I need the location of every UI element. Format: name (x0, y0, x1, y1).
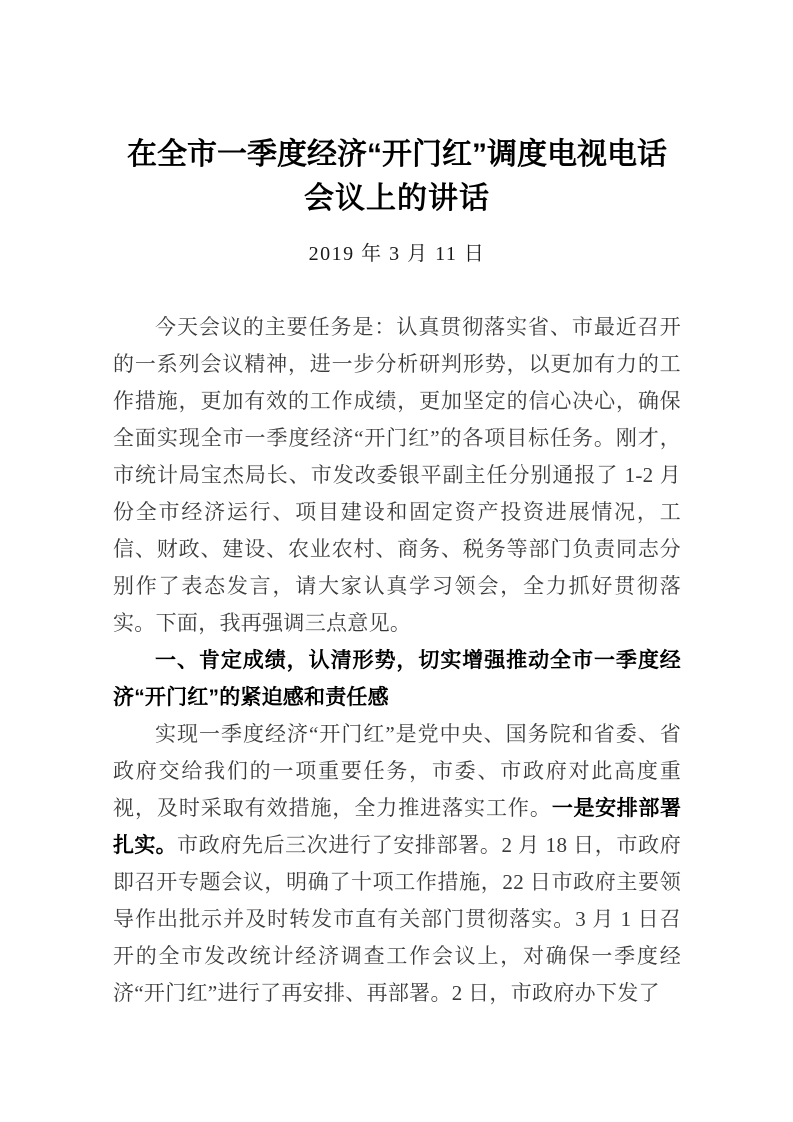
section-heading-1: 一、肯定成绩，认清形势，切实增强推动全市一季度经济“开门红”的紧迫感和责任感 (113, 649, 681, 709)
page-content (113, 0, 681, 1012)
paragraph-section-1-body (113, 716, 681, 1012)
paragraph-intro: 今天会议的主要任务是：认真贯彻落实省、市最近召开的一系列会议精神，进一步分析研判形势，以更加有力的工作措施，更加有效的工作成绩，更加坚定的信心决心，确保全面实现全市一季度经济“开门红”的各项目标任务。刚才，市统计局宝杰局长、市发改委银平副主任分别通报了 1-2 月份全市经济运行、项目建设和固定资产投资进展情况，工信、财政、建设、农业农村、商务、税务等部门负责同志分别作了表态发言，请大家认真学习领会，全力抓好贯彻落实。下面，我再强调三点意见。 (113, 315, 681, 635)
document-date: 2019 年 3 月 11 日 (308, 243, 486, 265)
run-plain-1: 实现一季度经济“开门红”是党中央、国务院和省委、省政府交给我们的一项重要任务，市委、市政府对此高度重视，及时采取有效措施，全力推进落实工作。 (113, 722, 681, 820)
title-line-2: 会议上的讲话 (304, 182, 490, 215)
title-line-1: 在全市一季度经济“开门红”调度电视电话 (127, 138, 667, 171)
run-plain-2: 市政府先后三次进行了安排部署。2 月 18 日，市政府即召开专题会议，明确了十项工作措施，22 日市政府主要领导作出批示并及时转发市直有关部门贯彻落实。3 月 1 日召开的全市发改统计经济调查工作会议上，对确保一季度经济“开门红”进行了再安排、再部署。2 日，市政府办下发了 (113, 833, 681, 1005)
run-bold-1: 一是安排部署扎实。 (113, 797, 682, 857)
document-body (113, 269, 681, 1012)
page-title (113, 0, 681, 221)
